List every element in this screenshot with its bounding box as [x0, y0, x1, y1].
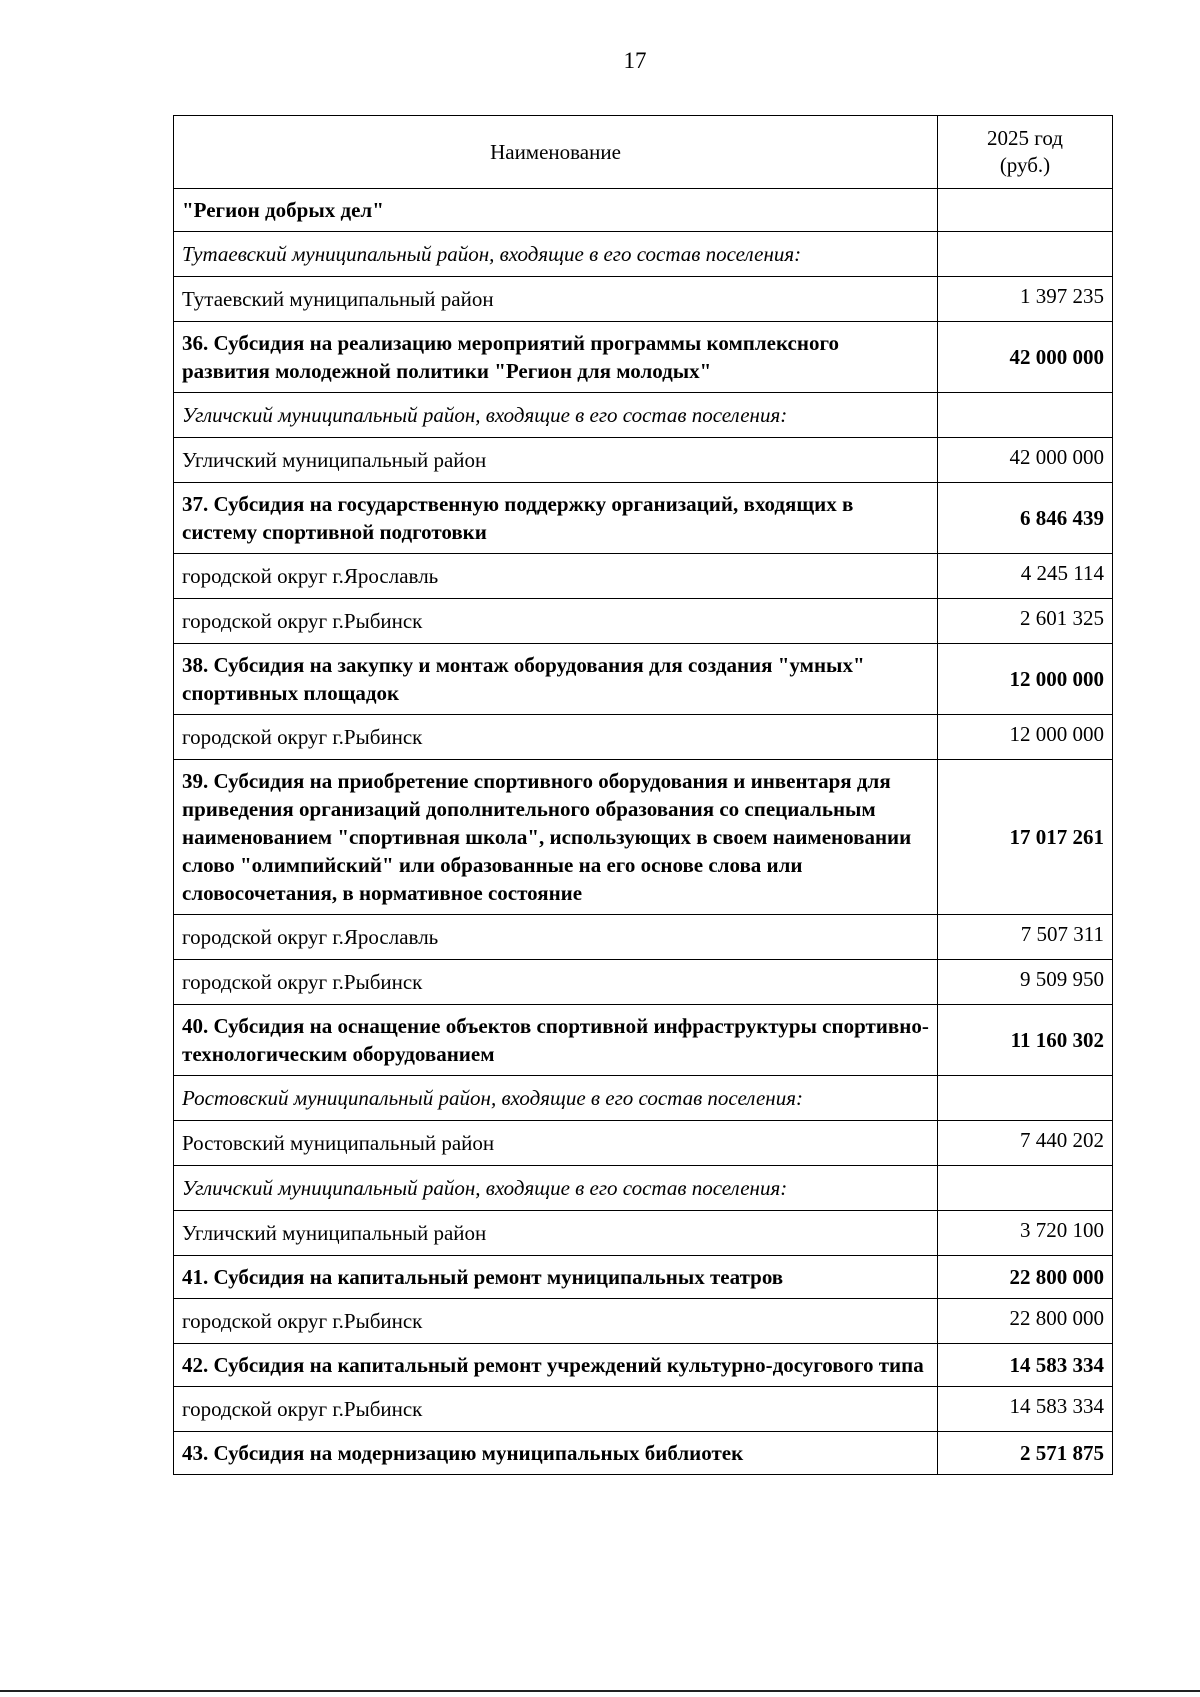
- row-amount-cell: 12 000 000: [938, 715, 1113, 760]
- row-name-cell: Угличский муниципальный район: [174, 1211, 938, 1256]
- row-amount-cell: 3 720 100: [938, 1211, 1113, 1256]
- table-body: [174, 189, 1113, 1475]
- column-header-unit-label: (руб.): [999, 153, 1051, 177]
- subsidy-row: [174, 644, 1113, 715]
- row-name-cell: 36. Субсидия на реализацию мероприятий программы комплексного развития молодежной политики "Регион для молодых": [174, 322, 938, 393]
- row-amount-cell: 7 507 311: [938, 915, 1113, 960]
- row-name-cell: городской округ г.Рыбинск: [174, 715, 938, 760]
- row-amount-cell: [938, 232, 1113, 277]
- row-amount-cell: 2 601 325: [938, 599, 1113, 644]
- row-name-cell: "Регион добрых дел": [174, 189, 938, 232]
- subsidy-row: [174, 1005, 1113, 1076]
- row-name-cell: 39. Субсидия на приобретение спортивного оборудования и инвентаря для приведения организаций дополнительного образования со специальным наименованием "спортивная школа", использующих в своем наименовании слово "олимпийский" или образованные на его основе слова или словосочетания, в нормативное состояние: [174, 760, 938, 915]
- row-amount-cell: 1 397 235: [938, 277, 1113, 322]
- column-header-year: [938, 116, 1113, 189]
- subsidy-row: [174, 322, 1113, 393]
- subsidy-row: [174, 483, 1113, 554]
- row-name-cell: 43. Субсидия на модернизацию муниципальных библиотек: [174, 1432, 938, 1475]
- page-number: 17: [623, 48, 647, 73]
- row-name-cell: Тутаевский муниципальный район: [174, 277, 938, 322]
- row-amount-cell: [938, 1166, 1113, 1211]
- row-amount-cell: 4 245 114: [938, 554, 1113, 599]
- recipient-row: [174, 715, 1113, 760]
- row-amount-cell: 22 800 000: [938, 1256, 1113, 1299]
- row-amount-cell: 22 800 000: [938, 1299, 1113, 1344]
- table-header-row: [174, 116, 1113, 189]
- row-name-cell: Ростовский муниципальный район, входящие в его состав поселения:: [174, 1076, 938, 1121]
- recipient-row: [174, 277, 1113, 322]
- row-amount-cell: 12 000 000: [938, 644, 1113, 715]
- row-amount-cell: 7 440 202: [938, 1121, 1113, 1166]
- row-amount-cell: 17 017 261: [938, 760, 1113, 915]
- subsidy-row: [174, 189, 1113, 232]
- row-name-cell: Ростовский муниципальный район: [174, 1121, 938, 1166]
- recipient-row: [174, 1387, 1113, 1432]
- recipient-row: [174, 1299, 1113, 1344]
- subsidy-row: [174, 1256, 1113, 1299]
- recipient-row: [174, 960, 1113, 1005]
- group-heading-row: [174, 393, 1113, 438]
- row-name-cell: Угличский муниципальный район, входящие в его состав поселения:: [174, 1166, 938, 1211]
- row-name-cell: 41. Субсидия на капитальный ремонт муниципальных театров: [174, 1256, 938, 1299]
- recipient-row: [174, 1121, 1113, 1166]
- row-amount-cell: [938, 1076, 1113, 1121]
- row-amount-cell: 11 160 302: [938, 1005, 1113, 1076]
- group-heading-row: [174, 1166, 1113, 1211]
- row-amount-cell: 42 000 000: [938, 322, 1113, 393]
- column-header-year-label: 2025 год: [987, 126, 1063, 150]
- row-name-cell: городской округ г.Ярославль: [174, 915, 938, 960]
- row-name-cell: городской округ г.Ярославль: [174, 554, 938, 599]
- scan-edge-line: [0, 1690, 1200, 1692]
- recipient-row: [174, 1211, 1113, 1256]
- row-name-cell: городской округ г.Рыбинск: [174, 1387, 938, 1432]
- row-name-cell: городской округ г.Рыбинск: [174, 1299, 938, 1344]
- recipient-row: [174, 599, 1113, 644]
- row-amount-cell: [938, 189, 1113, 232]
- budget-table: [173, 115, 1113, 1475]
- subsidy-row: [174, 760, 1113, 915]
- row-name-cell: 42. Субсидия на капитальный ремонт учреждений культурно-досугового типа: [174, 1344, 938, 1387]
- row-name-cell: Тутаевский муниципальный район, входящие в его состав поселения:: [174, 232, 938, 277]
- row-amount-cell: 6 846 439: [938, 483, 1113, 554]
- row-name-cell: городской округ г.Рыбинск: [174, 599, 938, 644]
- row-amount-cell: 9 509 950: [938, 960, 1113, 1005]
- group-heading-row: [174, 1076, 1113, 1121]
- row-amount-cell: 2 571 875: [938, 1432, 1113, 1475]
- row-amount-cell: 14 583 334: [938, 1387, 1113, 1432]
- subsidy-row: [174, 1344, 1113, 1387]
- row-name-cell: 38. Субсидия на закупку и монтаж оборудования для создания "умных" спортивных площадок: [174, 644, 938, 715]
- row-name-cell: городской округ г.Рыбинск: [174, 960, 938, 1005]
- row-name-cell: 37. Субсидия на государственную поддержку организаций, входящих в систему спортивной подготовки: [174, 483, 938, 554]
- row-amount-cell: 14 583 334: [938, 1344, 1113, 1387]
- recipient-row: [174, 438, 1113, 483]
- row-amount-cell: 42 000 000: [938, 438, 1113, 483]
- row-amount-cell: [938, 393, 1113, 438]
- recipient-row: [174, 554, 1113, 599]
- recipient-row: [174, 915, 1113, 960]
- subsidy-row: [174, 1432, 1113, 1475]
- group-heading-row: [174, 232, 1113, 277]
- row-name-cell: 40. Субсидия на оснащение объектов спортивной инфраструктуры спортивно-технологическим оборудованием: [174, 1005, 938, 1076]
- row-name-cell: Угличский муниципальный район: [174, 438, 938, 483]
- row-name-cell: Угличский муниципальный район, входящие в его состав поселения:: [174, 393, 938, 438]
- column-header-name: Наименование: [174, 116, 938, 189]
